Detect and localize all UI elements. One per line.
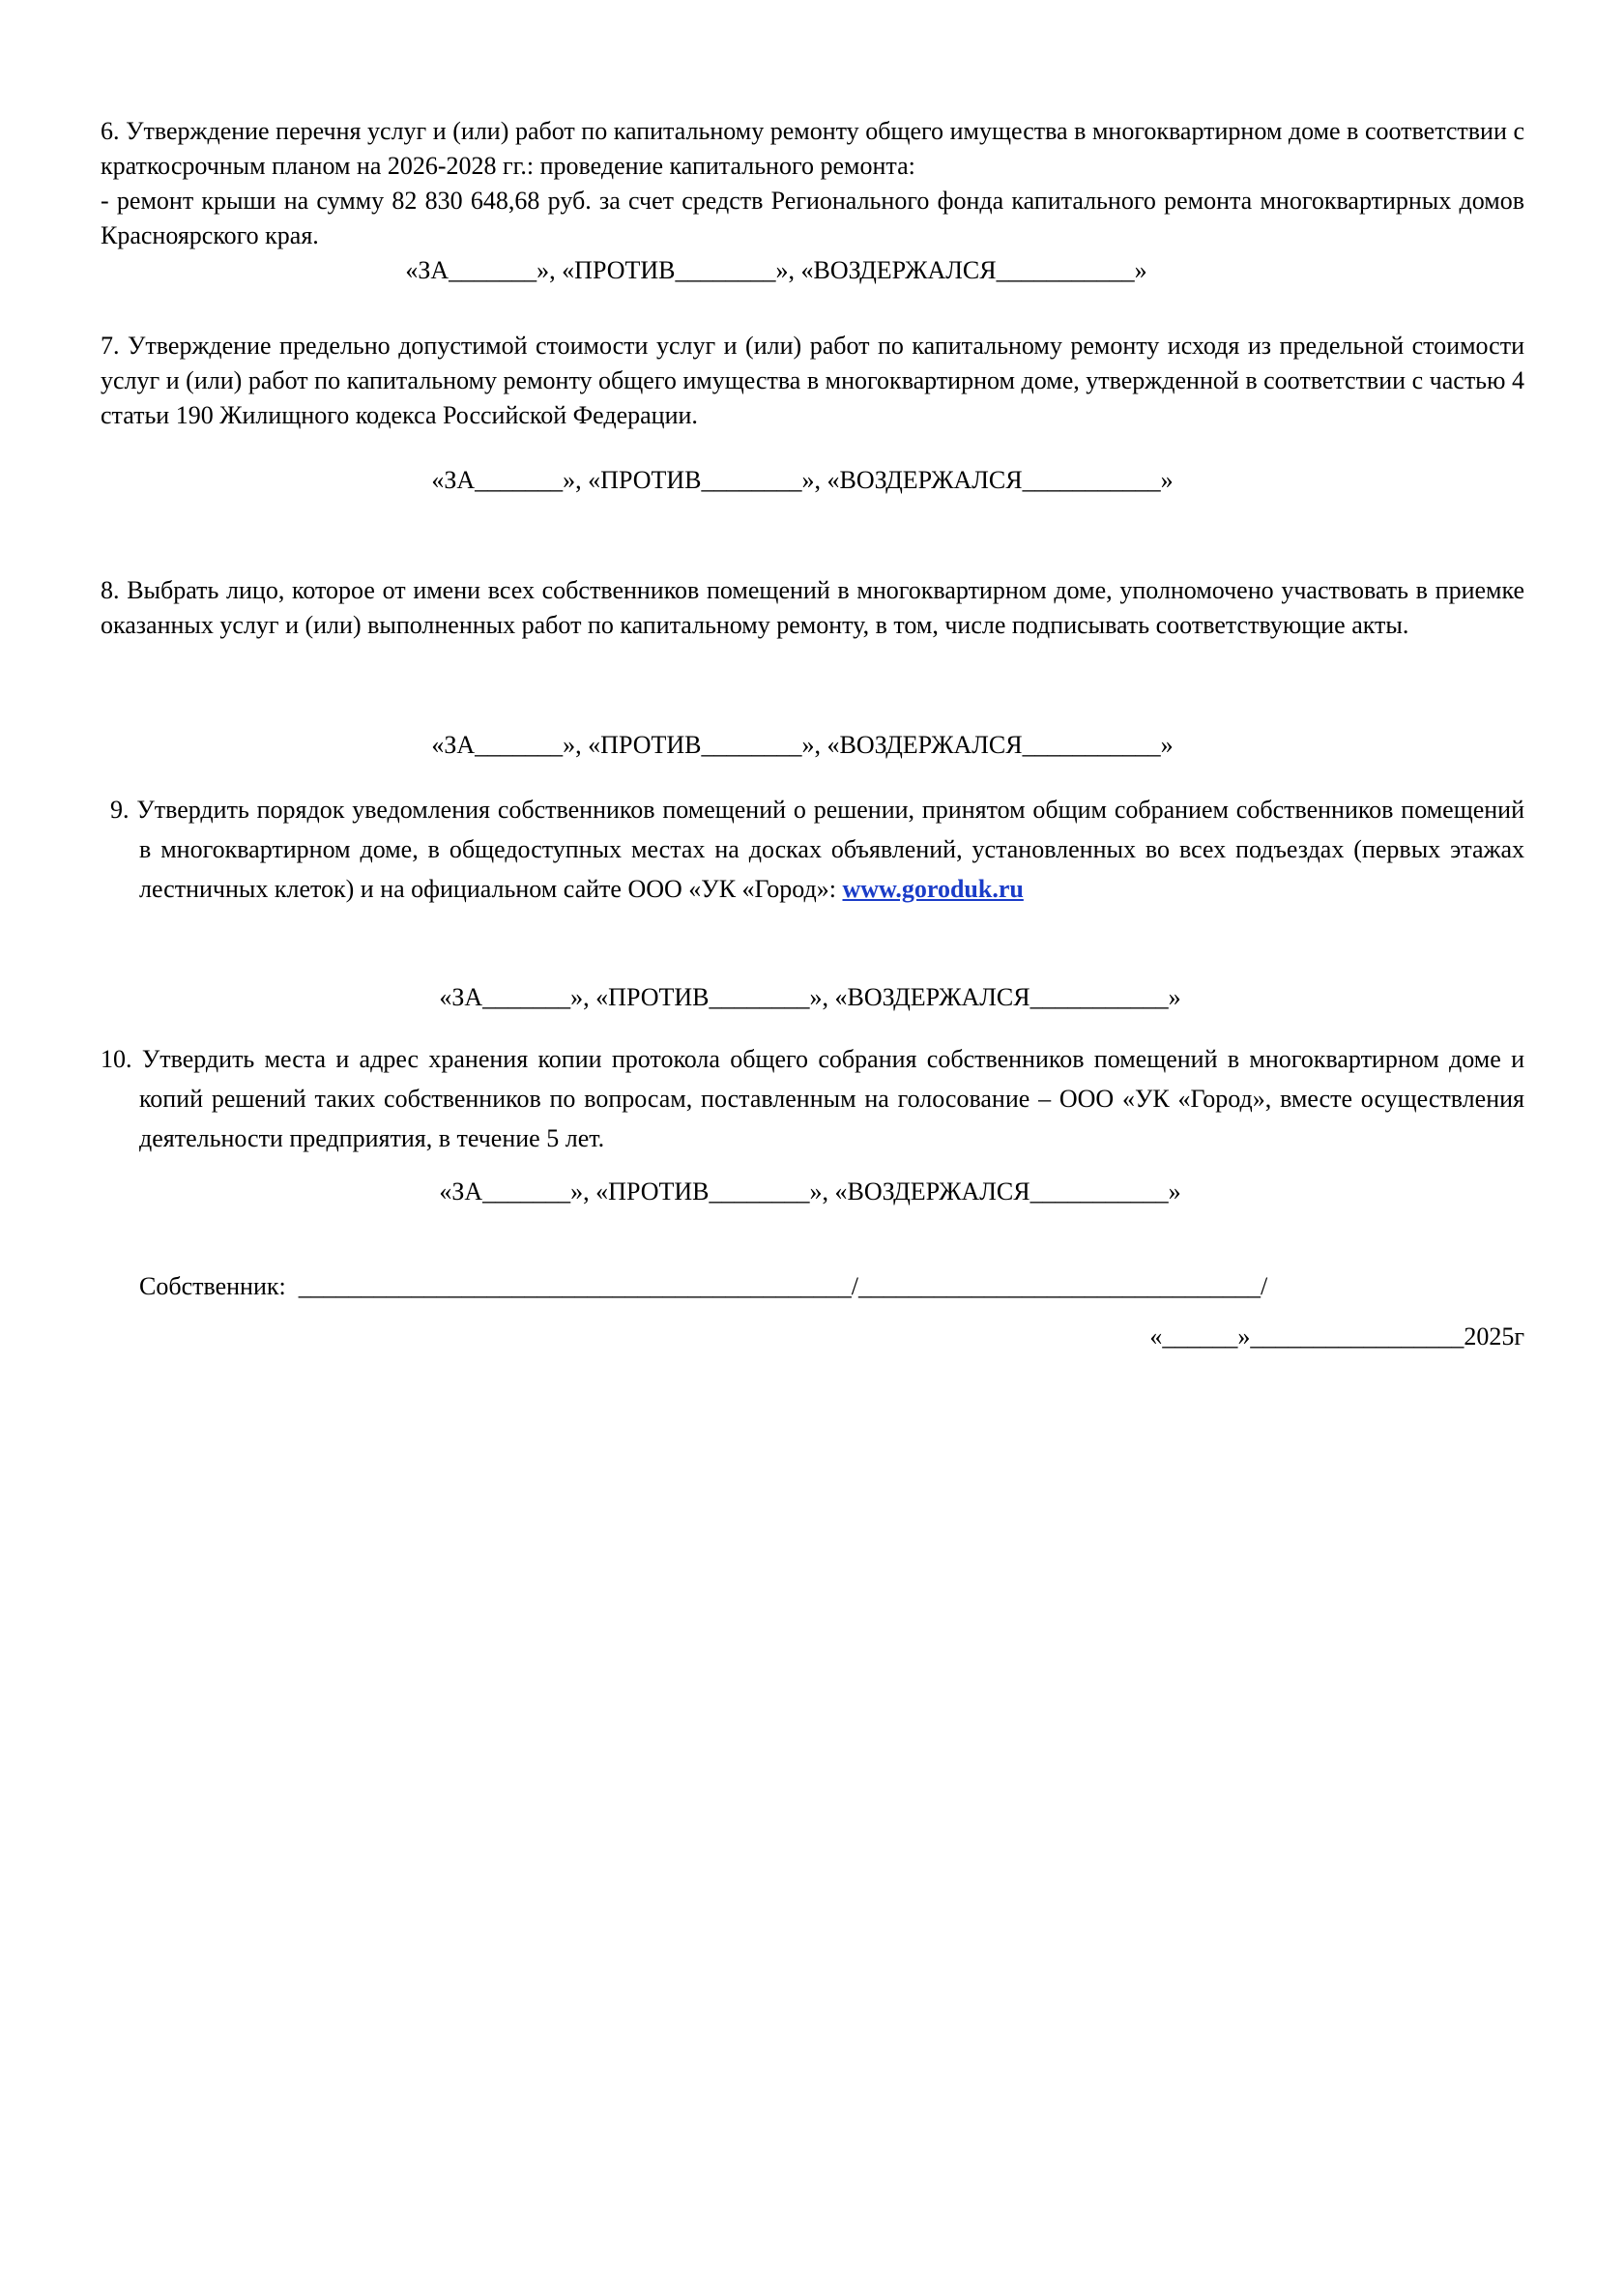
question-10-text: Утвердить места и адрес хранения копии протокола общего собрания собственников помещений в многоквартирном доме и копий решений таких собственников по вопросам, поставленным на голосование – ООО «УК «Город», вместе осуществления деятельности предприятия, в течение 5 лет.	[139, 1045, 1525, 1152]
question-9-text: Утвердить порядок уведомления собственников помещений о решении, принятом общим собранием собственников помещений в многоквартирном доме, в общедоступных местах на досках объявлений, установленных во всех подъездах (первых этажах лестничных клеток) и на официальном сайте ООО «УК «Город»:	[136, 796, 1525, 903]
question-9-paragraph	[110, 790, 1525, 909]
question-7	[101, 329, 1524, 433]
vote-line-6: «ЗА_______», «ПРОТИВ________», «ВОЗДЕРЖАЛСЯ___________»	[405, 256, 1147, 284]
vote-line-9: «ЗА_______», «ПРОТИВ________», «ВОЗДЕРЖАЛСЯ___________»	[439, 983, 1181, 1011]
question-6-subitem: - ремонт крыши на сумму 82 830 648,68 руб. за счет средств Регионального фонда капитального ремонта многоквартирных домов Красноярского края.	[101, 187, 1524, 249]
question-9	[101, 790, 1524, 909]
question-10	[101, 1039, 1524, 1158]
question-8	[101, 573, 1524, 643]
question-9-number: 9.	[110, 796, 130, 824]
question-10-paragraph	[101, 1039, 1525, 1158]
vote-line-8: «ЗА_______», «ПРОТИВ________», «ВОЗДЕРЖАЛСЯ___________»	[431, 731, 1174, 759]
question-7-text: 7. Утверждение предельно допустимой стоимости услуг и (или) работ по капитальному ремонту исходя из предельной стоимости услуг и (или) работ по капитальному ремонту общего имущества в многоквартирном доме, утвержденной в соответствии с частью 4 статьи 190 Жилищного кодекса Российской Федерации.	[101, 332, 1524, 429]
question-6-text: 6. Утверждение перечня услуг и (или) работ по капитальному ремонту общего имущества в многоквартирном доме в соответствии с краткосрочным планом на 2026-2028 гг.: проведение капитального ремонта:	[101, 117, 1524, 180]
question-8-text: 8. Выбрать лицо, которое от имени всех собственников помещений в многоквартирном доме, уполномочено участвовать в приемке оказанных услуг и (или) выполненных работ по капитальному ремонту, в том, числе подписывать соответствующие акты.	[101, 576, 1524, 639]
date-line: «______»_________________2025г	[1149, 1322, 1524, 1350]
owner-signature-line: Собственник: ____________________________________________/________________________________/	[139, 1272, 1268, 1300]
question-6	[101, 114, 1524, 253]
vote-line-10: «ЗА_______», «ПРОТИВ________», «ВОЗДЕРЖАЛСЯ___________»	[439, 1177, 1181, 1205]
website-link[interactable]: www.goroduk.ru	[842, 875, 1024, 903]
vote-line-7: «ЗА_______», «ПРОТИВ________», «ВОЗДЕРЖАЛСЯ___________»	[431, 466, 1174, 494]
question-10-number: 10.	[101, 1045, 132, 1073]
